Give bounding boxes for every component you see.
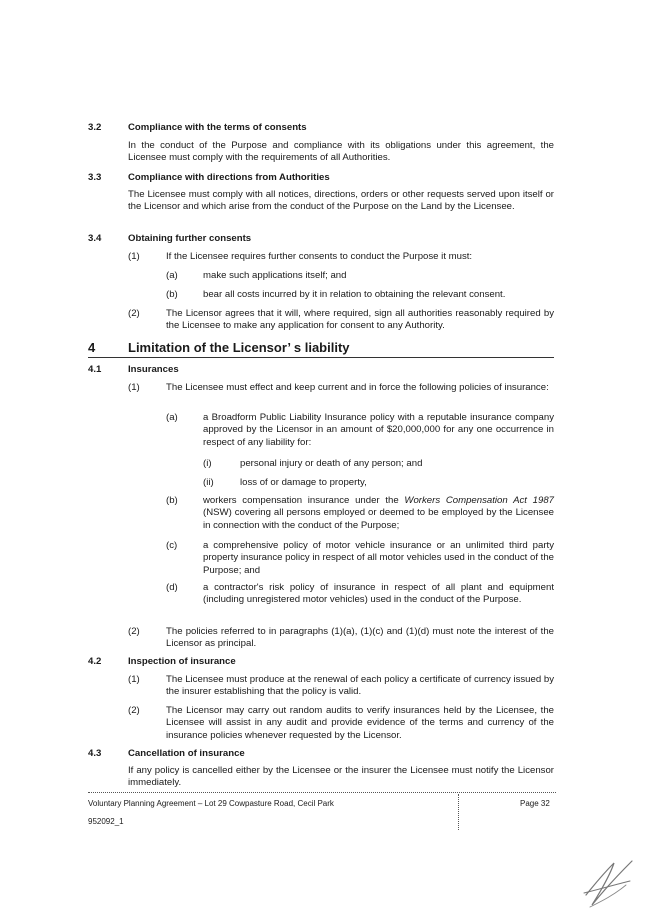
subparagraph-text: make such applications itself; and [203,270,347,281]
paragraph-label: (2) [128,308,140,319]
chapter-divider [88,357,554,358]
chapter-4-heading [88,340,554,356]
subparagraph-label: (a) [166,412,178,423]
paragraph-text: If the Licensee requires further consents to conduct the Purpose it must: [166,251,473,262]
paragraph-text: The Licensee must produce at the renewal of each policy a certificate of currency issued by the insurer establishing that the policy is valid. [166,674,554,698]
subparagraph-label: (d) [166,582,178,593]
section-title: Obtaining further consents [128,233,252,244]
subparagraph-label: (b) [166,495,178,506]
footer-divider [88,792,556,793]
paragraph-label: (1) [128,674,140,685]
section-number: 3.3 [88,172,102,183]
subparagraph-label: (b) [166,289,178,300]
item-text: loss of or damage to property, [240,477,367,488]
act-title: Workers Compensation Act 1987 [404,495,554,506]
section-number: 4.1 [88,364,102,375]
section-title: Cancellation of insurance [128,748,245,759]
subparagraph-text: a contractor's risk policy of insurance in respect of all plant and equipment (including unregistered motor vehicles) used in the conduct of the Purpose. [203,582,554,606]
footer-document-reference: 952092_1 [88,817,124,826]
paragraph-label: (2) [128,705,140,716]
subparagraph-text: a comprehensive policy of motor vehicle insurance or an unlimited third party property insurance policy in respect of all motor vehicles used in the conduct of the Purpose; and [203,540,554,576]
item-text: personal injury or death of any person; and [240,458,423,469]
handwritten-initials [580,855,640,911]
footer-column-divider [458,794,459,830]
paragraph-label: (1) [128,251,140,262]
item-label: (i) [203,458,212,469]
section-number: 4.3 [88,748,102,759]
section-3-2-body: In the conduct of the Purpose and compliance with its obligations under this agreement, the Licensee must comply with the requirements of all Authorities. [128,140,554,164]
footer-page-number: Page 32 [520,799,550,808]
section-3-3-body: The Licensee must comply with all notices, directions, orders or other requests served upon itself or the Licensor and which arise from the conduct of the Purpose on the Land by the Licensee. [128,189,554,213]
paragraph-text: The Licensee must effect and keep current and in force the following policies of insurance: [166,382,549,393]
section-title: Inspection of insurance [128,656,236,667]
section-title: Compliance with directions from Authorities [128,172,330,183]
section-4-3-body: If any policy is cancelled either by the Licensee or the insurer the Licensee must notify the Licensor immediately. [128,765,554,789]
paragraph-label: (2) [128,626,140,637]
section-title: Compliance with the terms of consents [128,122,307,133]
section-number: 4.2 [88,656,102,667]
paragraph-text: The Licensor may carry out random audits to verify insurances held by the Licensee, the Licensee will assist in any audit and provide evidence of the terms and currency of the insurance policies whenever requested by the Licensor. [166,705,554,741]
section-number: 3.4 [88,233,102,244]
paragraph-text: The Licensor agrees that it will, where required, sign all authorities reasonably required by the Licensee to make any application for consent to any Authority. [166,308,554,332]
section-number: 3.2 [88,122,102,133]
text-run: workers compensation insurance under the [203,495,405,506]
subparagraph-text: a Broadform Public Liability Insurance policy with a reputable insurance company approved by the Licensor in an amount of $20,000,000 for any one occurrence in respect of any liability for: [203,412,554,448]
subparagraph-text: bear all costs incurred by it in relation to obtaining the relevant consent. [203,289,506,300]
chapter-title: Limitation of the Licensor’ s liability [128,340,350,355]
subparagraph-label: (a) [166,270,178,281]
text-run: (NSW) covering all persons employed or deemed to be employed by the Licensee in connection with the conduct of the Purpose; [203,507,554,531]
subparagraph-text [203,495,554,532]
section-title: Insurances [128,364,179,375]
paragraph-label: (1) [128,382,140,393]
chapter-number: 4 [88,340,96,355]
subparagraph-label: (c) [166,540,178,551]
footer-document-title: Voluntary Planning Agreement – Lot 29 Cowpasture Road, Cecil Park [88,799,334,808]
item-label: (ii) [203,477,214,488]
paragraph-text: The policies referred to in paragraphs (1)(a), (1)(c) and (1)(d) must note the interest of the Licensor as principal. [166,626,554,650]
